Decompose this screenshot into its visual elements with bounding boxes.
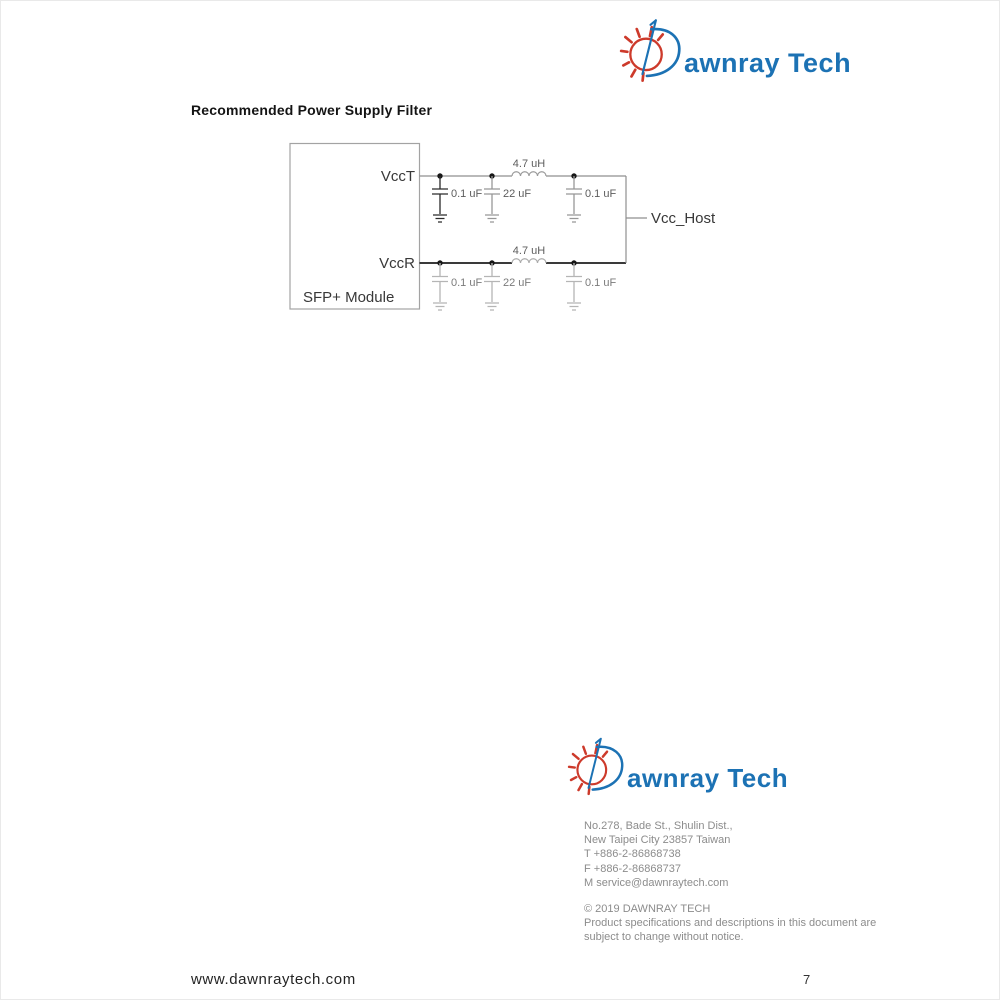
legal-block [584,902,876,945]
capacitor-symbol [432,176,448,222]
ground-icon [567,303,581,310]
ground-icon [485,215,499,222]
brand-wordmark: awnray Tech [684,48,852,78]
footer-brand-logo [567,733,788,797]
header-brand-logo [619,14,851,84]
phone-line: T +886-2-86868738 [584,848,681,861]
sun-dial-icon [619,14,691,84]
fax-line: F +886-2-86868737 [584,862,681,875]
vccr-filter-rail [420,245,627,310]
capacitor-value: 22 uF [503,188,532,200]
brand-wordmark: awnray Tech [627,763,789,793]
page-number: 7 [803,972,811,987]
sun-dial-icon [567,733,633,797]
inductor-icon [512,259,546,263]
capacitor-symbol [484,263,500,310]
power-supply-filter-schematic [286,136,731,321]
sun-circle [630,39,661,70]
notice-line: Product specifications and descriptions in this document are [584,917,877,930]
capacitor-value: 0.1 uF [585,277,617,289]
inductor-value: 4.7 uH [512,245,546,257]
vcct-filter-rail [420,158,627,222]
footer-website: www.dawnraytech.com [191,971,356,988]
host-label: Vcc_Host [651,210,716,227]
module-label: SFP+ Module [303,289,395,306]
address-line: New Taipei City 23857 Taiwan [584,834,731,847]
section-title: Recommended Power Supply Filter [191,102,433,118]
ground-icon [433,303,447,310]
capacitor-symbol [484,176,500,222]
capacitor-symbol [566,263,582,310]
host-wire [626,176,647,263]
capacitor-value: 0.1 uF [451,277,483,289]
capacitor-value: 0.1 uF [451,188,483,200]
address-line: No.278, Bade St., Shulin Dist., [584,820,733,832]
ground-icon [433,215,447,222]
notice-line: subject to change without notice. [584,931,744,944]
pin-vccr-label: VccR [379,255,415,272]
capacitor-symbol [432,263,448,310]
ground-icon [567,215,581,222]
inductor-value: 4.7 uH [512,158,546,170]
ground-icon [485,303,499,310]
host-bus [626,176,716,263]
email-line: M service@dawnraytech.com [584,876,729,889]
capacitor-value: 0.1 uF [585,188,617,200]
inductor-icon [512,172,546,176]
copyright-line: © 2019 DAWNRAY TECH [584,903,711,915]
contact-block [584,819,733,890]
capacitor-value: 22 uF [503,277,532,289]
pin-vcct-label: VccT [380,168,415,185]
sun-circle [577,756,606,785]
capacitor-symbol [566,176,582,222]
